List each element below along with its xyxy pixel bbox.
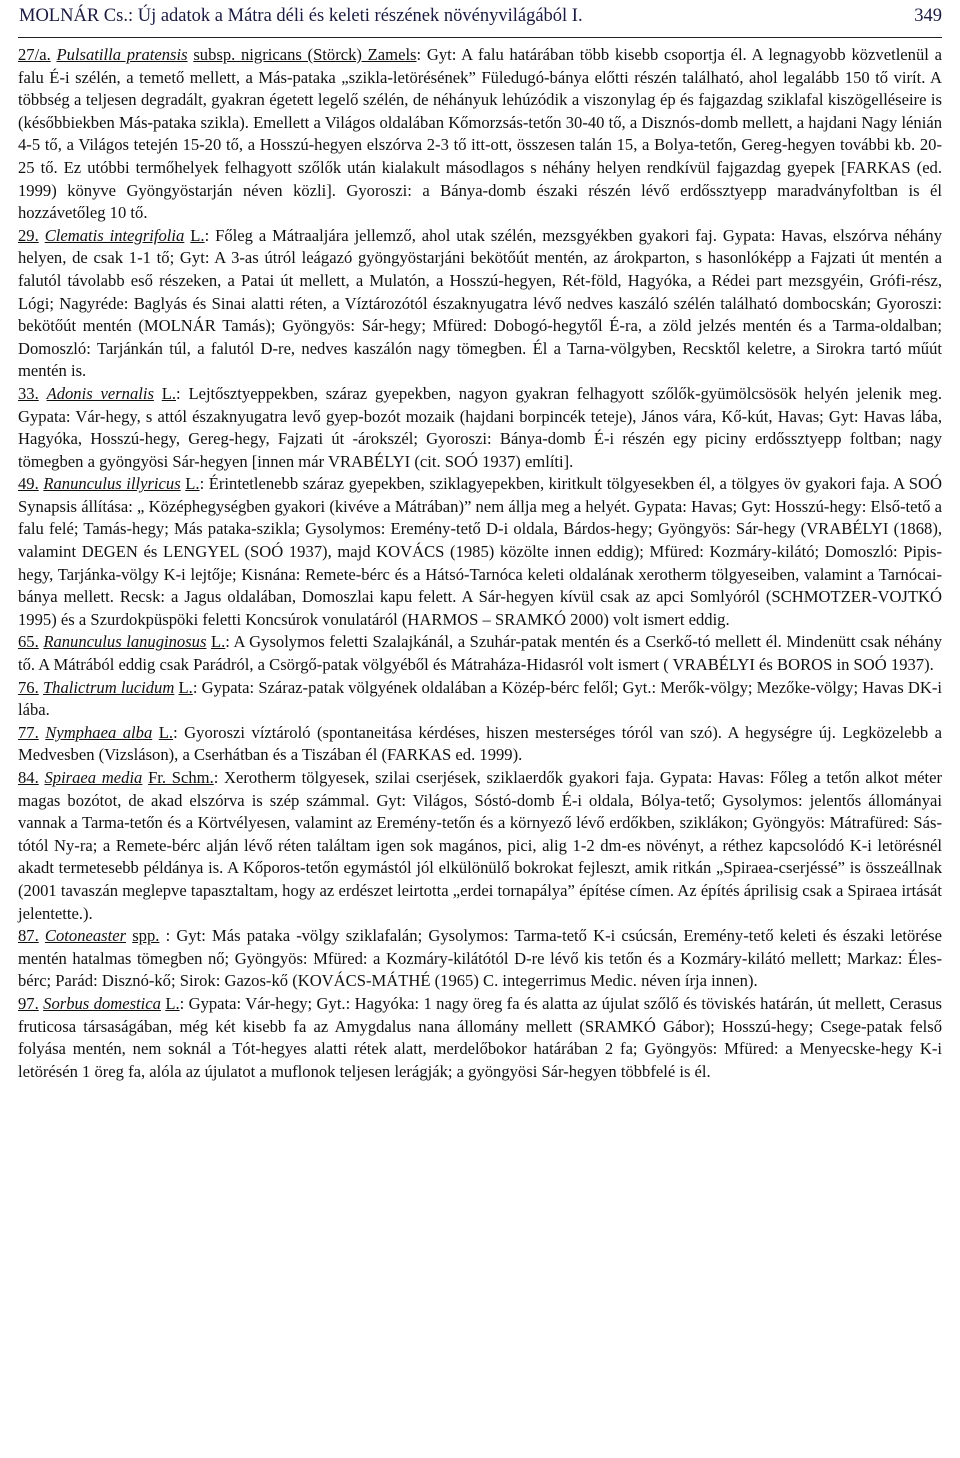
- entry-number: 76.: [18, 677, 39, 697]
- running-title: MOLNÁR Cs.: Új adatok a Mátra déli és keleti részének növényvilágából I.: [19, 6, 583, 26]
- species-author: L.: [190, 225, 205, 245]
- entry-87: [18, 925, 942, 993]
- species-author: L.: [211, 632, 226, 652]
- species-name: Nymphaea alba: [45, 722, 153, 742]
- entry-77: [18, 722, 942, 767]
- species-name: Clematis integrifolia: [44, 225, 185, 245]
- entry-text: : Gypata: Vár-hegy; Gyt.: Hagyóka: 1 nagy öreg fa és alatta az újulat szőlő és töviskés határán, út mellett, Cerasus fruticosa társaságában, még két kisebb fa az Amygdalus nana állomány mellett (SRAMKÓ Gábor); Hosszú-hegy; Csege-patak felső folyása mentén, nem soknál a Tót-hegyes alatti rétek alatt, merdelőbokor határában 2 fa; Gyöngyös: Mfüred: a Menyecske-hegy K-i letörésén 1 öreg fa, alóla az újulatot a muflonok teljesen lerágják; a gyöngyösi Sár-hegyen többfelé is él.: [18, 993, 942, 1081]
- entry-text: : A Gysolymos feletti Szalajkánál, a Szuhár-patak mentén és a Cserkő-tó mellett él. Mindenütt csak néhány tő. A Mátrából eddig csak Parádról, a Csörgő-patak völgyéből és Mátraháza-Hidasról volt ismert ( VRABÉLYI és BOROS in SOÓ 1937).: [18, 632, 943, 675]
- entry-84: [18, 767, 942, 925]
- entry-number: 87.: [18, 926, 39, 946]
- entry-number: 33.: [18, 383, 39, 403]
- entry-text: : Lejtősztyeppekben, száraz gyepekben, nagyon gyakran felhagyott szőlők-gyümölcsösök helyén jelenik meg. Gypata: Vár-hegy, s attól északnyugatra levő gyep-bozót mozaik (hajdani borpincék teteje), János vára, Kő-kút, Havas; Gyt: Havas lába, Hagyóka, Hosszú-hegy, Gereg-hegy, Fajzati út -árokszél; Gyoroszi: Bánya-domb É-i részén egy piciny erdőssztyepp foltban; nagy tömegben a gyöngyösi Sár-hegyen [innen már VRABÉLYI (cit. SOÓ 1937) említi].: [18, 383, 943, 471]
- entry-29: [18, 225, 942, 383]
- entry-text: : Főleg a Mátraaljára jellemző, ahol utak szélén, mezsgyékben gyakori faj. Gypata: Havas, elszórva néhány helyen, de csak 1-1 tő; Gyt: A 3-as útról leágazó gyöngyöstarjáni bekötőút mentén, az árokparton, s hasonlóképp a Fajzati út mentén a falutól távolabb eső részeken, a Patai út mellett, a Mulatón, a Hosszú-hegyen, Rét-föld, Hagyóka, a Rédei part mezsgyéin, Grófi-rész, Lógi; Nagyréde: Baglyás és Sinai alatti réten, a Víztározótól északnyugatra lévő nedves kaszáló szélén található dombocskán; Gyoroszi: bekötőút mentén (MOLNÁR Tamás); Gyöngyös: Sár-hegy; Mfüred: Dobogó-hegytől É-ra, a zöld jelzés mentén és a Tarma-oldalban; Domoszló: Tarjánkán túl, a falutól D-re, nedves kaszálón nagy tömegben. Él a Tarna-völgyben, Recsktől keletre, a Sirokra tartó műút mentén is.: [18, 225, 943, 381]
- entry-text: : Gypata: Száraz-patak völgyének oldalában a Közép-bérc felől; Gyt.: Merők-völgy; Mezőke-völgy; Havas DK-i lába.: [18, 677, 942, 720]
- species-author: spp.: [132, 926, 160, 946]
- entry-27a: [18, 44, 942, 225]
- running-header: [18, 0, 942, 38]
- entry-number: 84.: [18, 768, 39, 787]
- species-name: Pulsatilla pratensis: [56, 45, 188, 64]
- species-author: subsp. nigricans (Störck) Zamels: [193, 45, 417, 64]
- entry-65: [18, 631, 942, 676]
- entry-97: [18, 993, 942, 1083]
- entry-text: : Xerotherm tölgyesek, szilai cserjések, sziklaerdők gyakori faja. Gypata: Havas: Főleg a tetőn alkot méter magas bozótot, de akad elszórva is szép számmal. Gyt: Világos, Sóstó-domb É-i oldala, Bólya-tető; Gysolymos: jelentős állományai vannak a Tarma-tetőn és a Körtvélyesen, valamint az Eremény-tetőn és a környező lévő erdőkben, sziklákon; Gyöngyös: Mátrafüred: Sás-tótól Ny-ra; a Remete-bérc alján lévő réten találtam igen sok magános, pici, alig 1-2 dm-es növényt, a réthez kapcsolódó K-i letörésnél akadt termetesebb példánya is. A Kőporos-tetőn egymástól jól elkülönülő bokrokat fejleszt, amik ritkán „Spiraea-cserjéssé” is összeállnak (2001 tavaszán meglepve tapasztaltam, hogy az erdészet leirtotta „erdei tornapálya” építése címen. Az építés áprilisig csak a Spiraea irtását jelentette.).: [18, 768, 942, 923]
- species-author: L.: [178, 677, 193, 697]
- species-name: Thalictrum lucidum: [42, 677, 175, 697]
- species-name: Sorbus domestica: [43, 993, 161, 1013]
- entry-number: 65.: [18, 632, 39, 652]
- entry-number: 97.: [18, 993, 39, 1013]
- species-name: Cotoneaster: [44, 926, 127, 946]
- entry-number: 27/a.: [18, 45, 51, 64]
- species-author: L.: [185, 474, 200, 494]
- entry-text: : Gyoroszi víztároló (spontaneitása kérdéses, hiszen mesterséges tóról van szó). A hegységre új. Legközelebb a Medvesben (Vizsláson), a Cserhátban és a Tiszában él (FARKAS ed. 1999).: [18, 722, 942, 765]
- entry-text: : Gyt: Más pataka -völgy sziklafalán; Gysolymos: Tarma-tető K-i csúcsán, Eremény-tető keleti és északi letörése mentén hatalmas tömegben nő; Gyöngyös: Mfüred: a Kozmáry-kilátótól D-re lévő kis tetőn és a Kozmáry-kilátó mellett; Markaz: Éles-bérc; Parád: Disznó-kő; Sirok: Gazos-kő (KOVÁCS-MÁTHÉ (1965) C. integerrimus Medic. néven írja innen).: [18, 926, 943, 991]
- entry-text: : Érintetlenebb száraz gyepekben, sziklagyepekben, kiritkult tölgyesekben él, a tölgyes öv gyakori faja. A SOÓ Synapsis állítása: „ Középhegységben gyakori (kivéve a Mátrában)” nem állja meg a helyét. Gypata: Havas; Gyt: Hosszú-hegy: Első-tető a falu felé; Tamás-hegy; Más pataka-szikla; Gysolymos: Eremény-tető D-i oldala, Bárdos-hegy; Gyöngyös: Sár-hegy (VRABÉLYI (1868), valamint DEGEN és LENGYEL (SOÓ 1937), majd KOVÁCS (1985) közölte innen eddig); Mfüred: Kozmáry-kilátó; Domoszló: Pipis-hegy, Tarjánka-völgy K-i lejtője; Kisnána: Remete-bérc és a Hátsó-Tarnóca keleti oldalának xerotherm tölgyeseiben, valamint a Tarnócai-bánya mellett. Recsk: a Jagus oldalában, Domoszlai kapu felett. A Sár-hegyen kívül csak az apci Somlyóról (SCHMOTZER-VOJTKÓ 1995) és a Szurdokpüspöki feletti Koncsúrok vonulatáról (HARMOS – SRAMKÓ 2000) volt ismert eddig.: [18, 474, 942, 629]
- species-name: Ranunculus lanuginosus: [43, 632, 207, 652]
- entry-76: [18, 677, 942, 722]
- entry-number: 29.: [18, 225, 39, 245]
- species-name: Adonis vernalis: [46, 383, 154, 403]
- species-author: Fr. Schm.: [148, 768, 214, 787]
- species-name: Ranunculus illyricus: [43, 474, 181, 494]
- page-number: 349: [914, 6, 942, 26]
- species-author: L.: [161, 383, 177, 403]
- species-author: L.: [165, 993, 180, 1013]
- species-author: L.: [158, 722, 174, 742]
- entry-text: : Gyt: A falu határában több kisebb csoportja él. A legnagyobb közvetlenül a falu É-i szélén, a temető mellett, a Más-pataka „szikla-letörésének” Füledugó-bánya előtti részén található, ahol legalább 150 tő virít. A többség a teljesen degradált, gyakran égetett legelő szélén, de néhányuk lehúzódik a viszonylag ép és fajgazdag sziklafal kiszögelléseire is (későbbiekben Más-pataka szikla). Emellett a Világos oldalában Kőmorzsás-tetőn 30-40 tő, a Disznós-domb mellett, a hajdani Nagy lénián 4-5 tő, a Világos tetején 15-20 tő, a Hosszú-hegyen elszórva 2-3 tő itt-ott, összesen talán 15, a Bolya-tetőn, Gereg-hegyen további kb. 20-25 tő. Ez utóbbi termőhelyek felhagyott szőlők után kialakult másodlagos s néhány helyen rendkívül fajgazdag gyepek [FARKAS (ed. 1999) könyve Gyöngyöstarján néven közli]. Gyoroszi: a Bánya-domb északi részén lévő erdőssztyepp maradványfoltban is él hozzávetőleg 10 tő.: [18, 45, 942, 223]
- entry-number: 49.: [18, 474, 39, 494]
- entry-number: 77.: [18, 722, 39, 742]
- entry-49: [18, 473, 942, 631]
- species-name: Spiraea media: [44, 768, 143, 787]
- entry-33: [18, 383, 942, 473]
